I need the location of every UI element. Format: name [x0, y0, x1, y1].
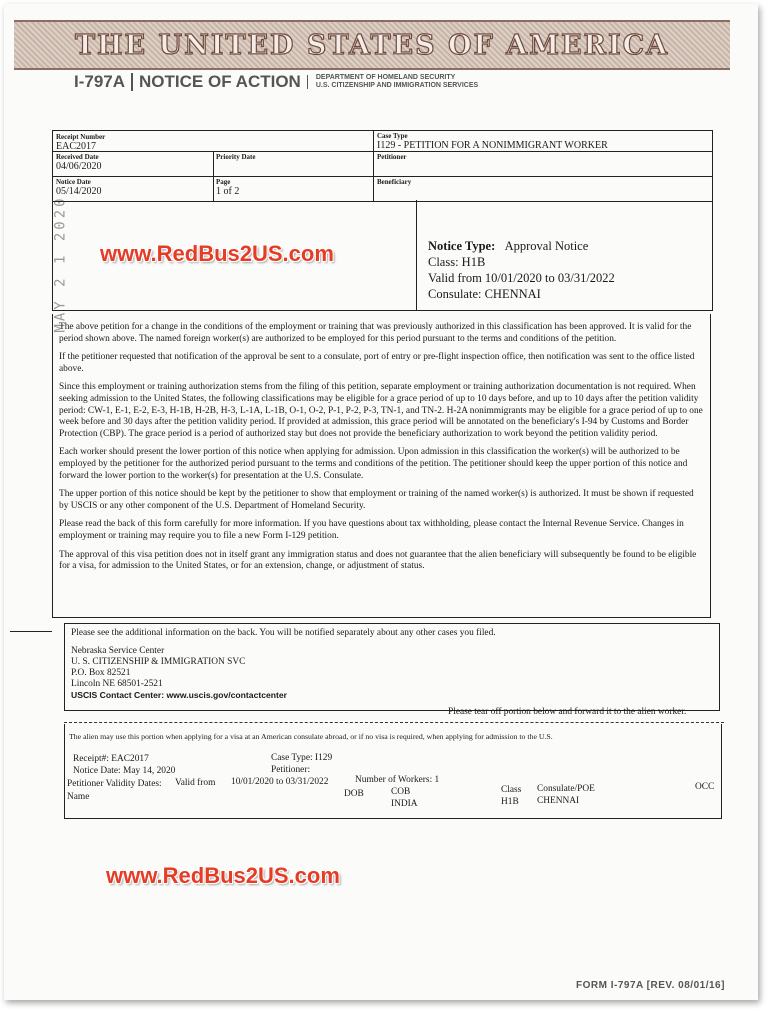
page-value: 1 of 2	[216, 186, 240, 197]
date-stamp: MAY 2 1 2020	[52, 195, 69, 333]
lower-valid-from: Valid from	[175, 778, 216, 788]
form-revision: FORM I-797A [REV. 08/01/16]	[576, 980, 725, 991]
notice-date-field	[56, 178, 102, 197]
lower-consulate-label: Consulate/POE	[537, 784, 595, 794]
lower-occ-label: OCC	[695, 782, 715, 792]
banner	[14, 20, 730, 70]
department-line: DEPARTMENT OF HOMELAND SECURITY	[315, 74, 456, 81]
petitioner-field	[377, 153, 407, 161]
lower-intro: The alien may use this portion when applying for a visa at an American consulate abroad, or if no visa is required, when applying for admission to the U.S.	[69, 732, 553, 741]
notice-body	[52, 314, 711, 618]
beneficiary-label: Beneficiary	[377, 178, 412, 186]
notice-class: Class: H1B	[428, 255, 486, 269]
address-line: Nebraska Service Center	[71, 646, 165, 656]
priority-date-field	[216, 153, 255, 161]
priority-date-label: Priority Date	[216, 153, 256, 161]
contact-center: USCIS Contact Center: www.uscis.gov/contactcenter	[71, 690, 288, 700]
tear-line	[64, 722, 724, 723]
petitioner-label: Petitioner	[377, 153, 407, 161]
notice-details	[428, 238, 615, 302]
watermark: www.RedBus2US.com	[100, 241, 334, 266]
tear-off-note: Please tear off portion below and forward it to the alien worker.	[448, 707, 687, 717]
body-paragraph: The upper portion of this notice should be kept by the petitioner to show that employment or training of the named worker(s) is authorized. It must be shown if requested by USCIS or any other component of the U.S. Department of Homeland Security.	[59, 489, 694, 511]
form-number: I-797A	[74, 72, 126, 91]
lower-name-label: Name	[67, 792, 90, 802]
case-type-field	[377, 132, 608, 151]
lower-cob-value: INDIA	[391, 799, 418, 809]
address-line: Lincoln NE 68501-2521	[71, 679, 163, 689]
banner-title: THE UNITED STATES OF AMERICA	[74, 29, 670, 61]
page-field	[216, 178, 239, 197]
notice-type-label: Notice Type:	[428, 239, 496, 253]
lower-case-type: Case Type: I129	[271, 753, 333, 763]
notice-date-label: Notice Date	[56, 178, 91, 186]
divider	[10, 631, 52, 632]
form-header	[74, 72, 478, 92]
divider	[131, 73, 133, 91]
department-line: U.S. CITIZENSHIP AND IMMIGRATION SERVICES	[315, 82, 479, 89]
lower-notice-date: Notice Date: May 14, 2020	[73, 766, 176, 776]
lower-portion	[64, 724, 722, 819]
lower-petitioner: Petitioner:	[271, 765, 311, 775]
lower-class-label: Class	[501, 785, 522, 795]
body-paragraph: Please read the back of this form carefully for more information. If you have questions about tax withholding, please contact the Internal Revenue Service. Changes in employment or training may require you to file a new Form I-129 petition.	[59, 519, 684, 541]
lower-validity-label: Petitioner Validity Dates:	[67, 779, 162, 789]
body-paragraph: The approval of this visa petition does not in itself grant any immigration status and does not guarantee that the alien beneficiary will subsequently be found to be eligible for a visa, for admission to the United States, or for an extension, change, or adjustment of status.	[59, 549, 697, 572]
lower-validity-range: 10/01/2020 to 03/31/2022	[231, 777, 329, 787]
received-date-field	[56, 153, 102, 172]
lower-workers: Number of Workers: 1	[355, 775, 440, 785]
divider	[307, 75, 308, 89]
lower-cob-label: COB	[391, 787, 411, 797]
lower-class-value: H1B	[501, 797, 519, 807]
receipt-number-label: Receipt Number	[56, 133, 106, 141]
header-table	[52, 130, 713, 202]
notice-consulate: Consulate: CHENNAI	[428, 287, 541, 301]
receipt-number-value: EAC2017	[56, 141, 96, 152]
case-type-value: I129 - PETITION FOR A NONIMMIGRANT WORKER	[377, 140, 608, 151]
lower-dob-label: DOB	[344, 789, 364, 799]
body-paragraph: Each worker should present the lower portion of this notice when applying for admission. Upon admission in this classification the worker(s) will be authorized to be employed by the petitioner for the authorized period pursuant to the terms and conditions of the petition. The petitioner should keep the upper portion of this notice and forward the lower portion to the worker(s) for presentation at the U.S. Consulate.	[59, 447, 688, 481]
receipt-number-field	[56, 133, 105, 152]
watermark: www.RedBus2US.com	[106, 863, 340, 888]
body-paragraph: If the petitioner requested that notification of the approval be sent to a consulate, port of entry or pre-flight inspection office, then notification was sent to the office listed above.	[59, 352, 695, 374]
lower-receipt: Receipt#: EAC2017	[73, 754, 149, 764]
notice-validity: Valid from 10/01/2020 to 03/31/2022	[428, 271, 615, 285]
notice-date-value: 05/14/2020	[56, 186, 102, 197]
address-line: P.O. Box 82521	[71, 668, 131, 678]
beneficiary-field	[377, 178, 411, 186]
body-paragraph: The above petition for a change in the conditions of the employment or training that was previously authorized in this classification has been approved. It is valid for the period shown above. The named foreign worker(s) are authorized to be employed for this period pursuant to the terms and conditions of the petition.	[59, 322, 692, 344]
page-label: Page	[216, 178, 231, 186]
received-date-value: 04/06/2020	[56, 161, 102, 172]
info-text: Please see the additional information on the back. You will be notified separately about any other cases you filed.	[71, 628, 496, 638]
form-title: NOTICE OF ACTION	[139, 72, 301, 91]
lower-consulate-value: CHENNAI	[537, 796, 580, 806]
body-paragraph: Since this employment or training authorization stems from the filing of this petition, separate employment or training authorization documentation is not required. When seeking admission to the United States, the following classifications may be eligible for a grace period of up to 10 days before, and up to 10 days after the petition validity period: CW-1, E-1, E-2, E-3, H-1B, H-2B, H-3, L-1A, L-1B, O-1, O-2, P-1, P-2, P-3, TN-1, and TN-2. H-2A nonimmigrants may be eligible for a grace period of up to one week before and 30 days after the petition validity period. If provided at admission, this grace period will be annotated on the beneficiary's I-94 by Customs and Border Protection (CBP). The grace period is a period of authorized stay but does not provide the beneficiary authorization to work beyond the petition validity period.	[59, 382, 703, 439]
received-date-label: Received Date	[56, 153, 99, 161]
address-line: U. S. CITIZENSHIP & IMMIGRATION SVC	[71, 657, 246, 667]
department-block	[316, 74, 478, 90]
case-type-label: Case Type	[377, 132, 408, 140]
notice-type-value: Approval Notice	[504, 239, 589, 253]
info-box	[64, 623, 720, 711]
